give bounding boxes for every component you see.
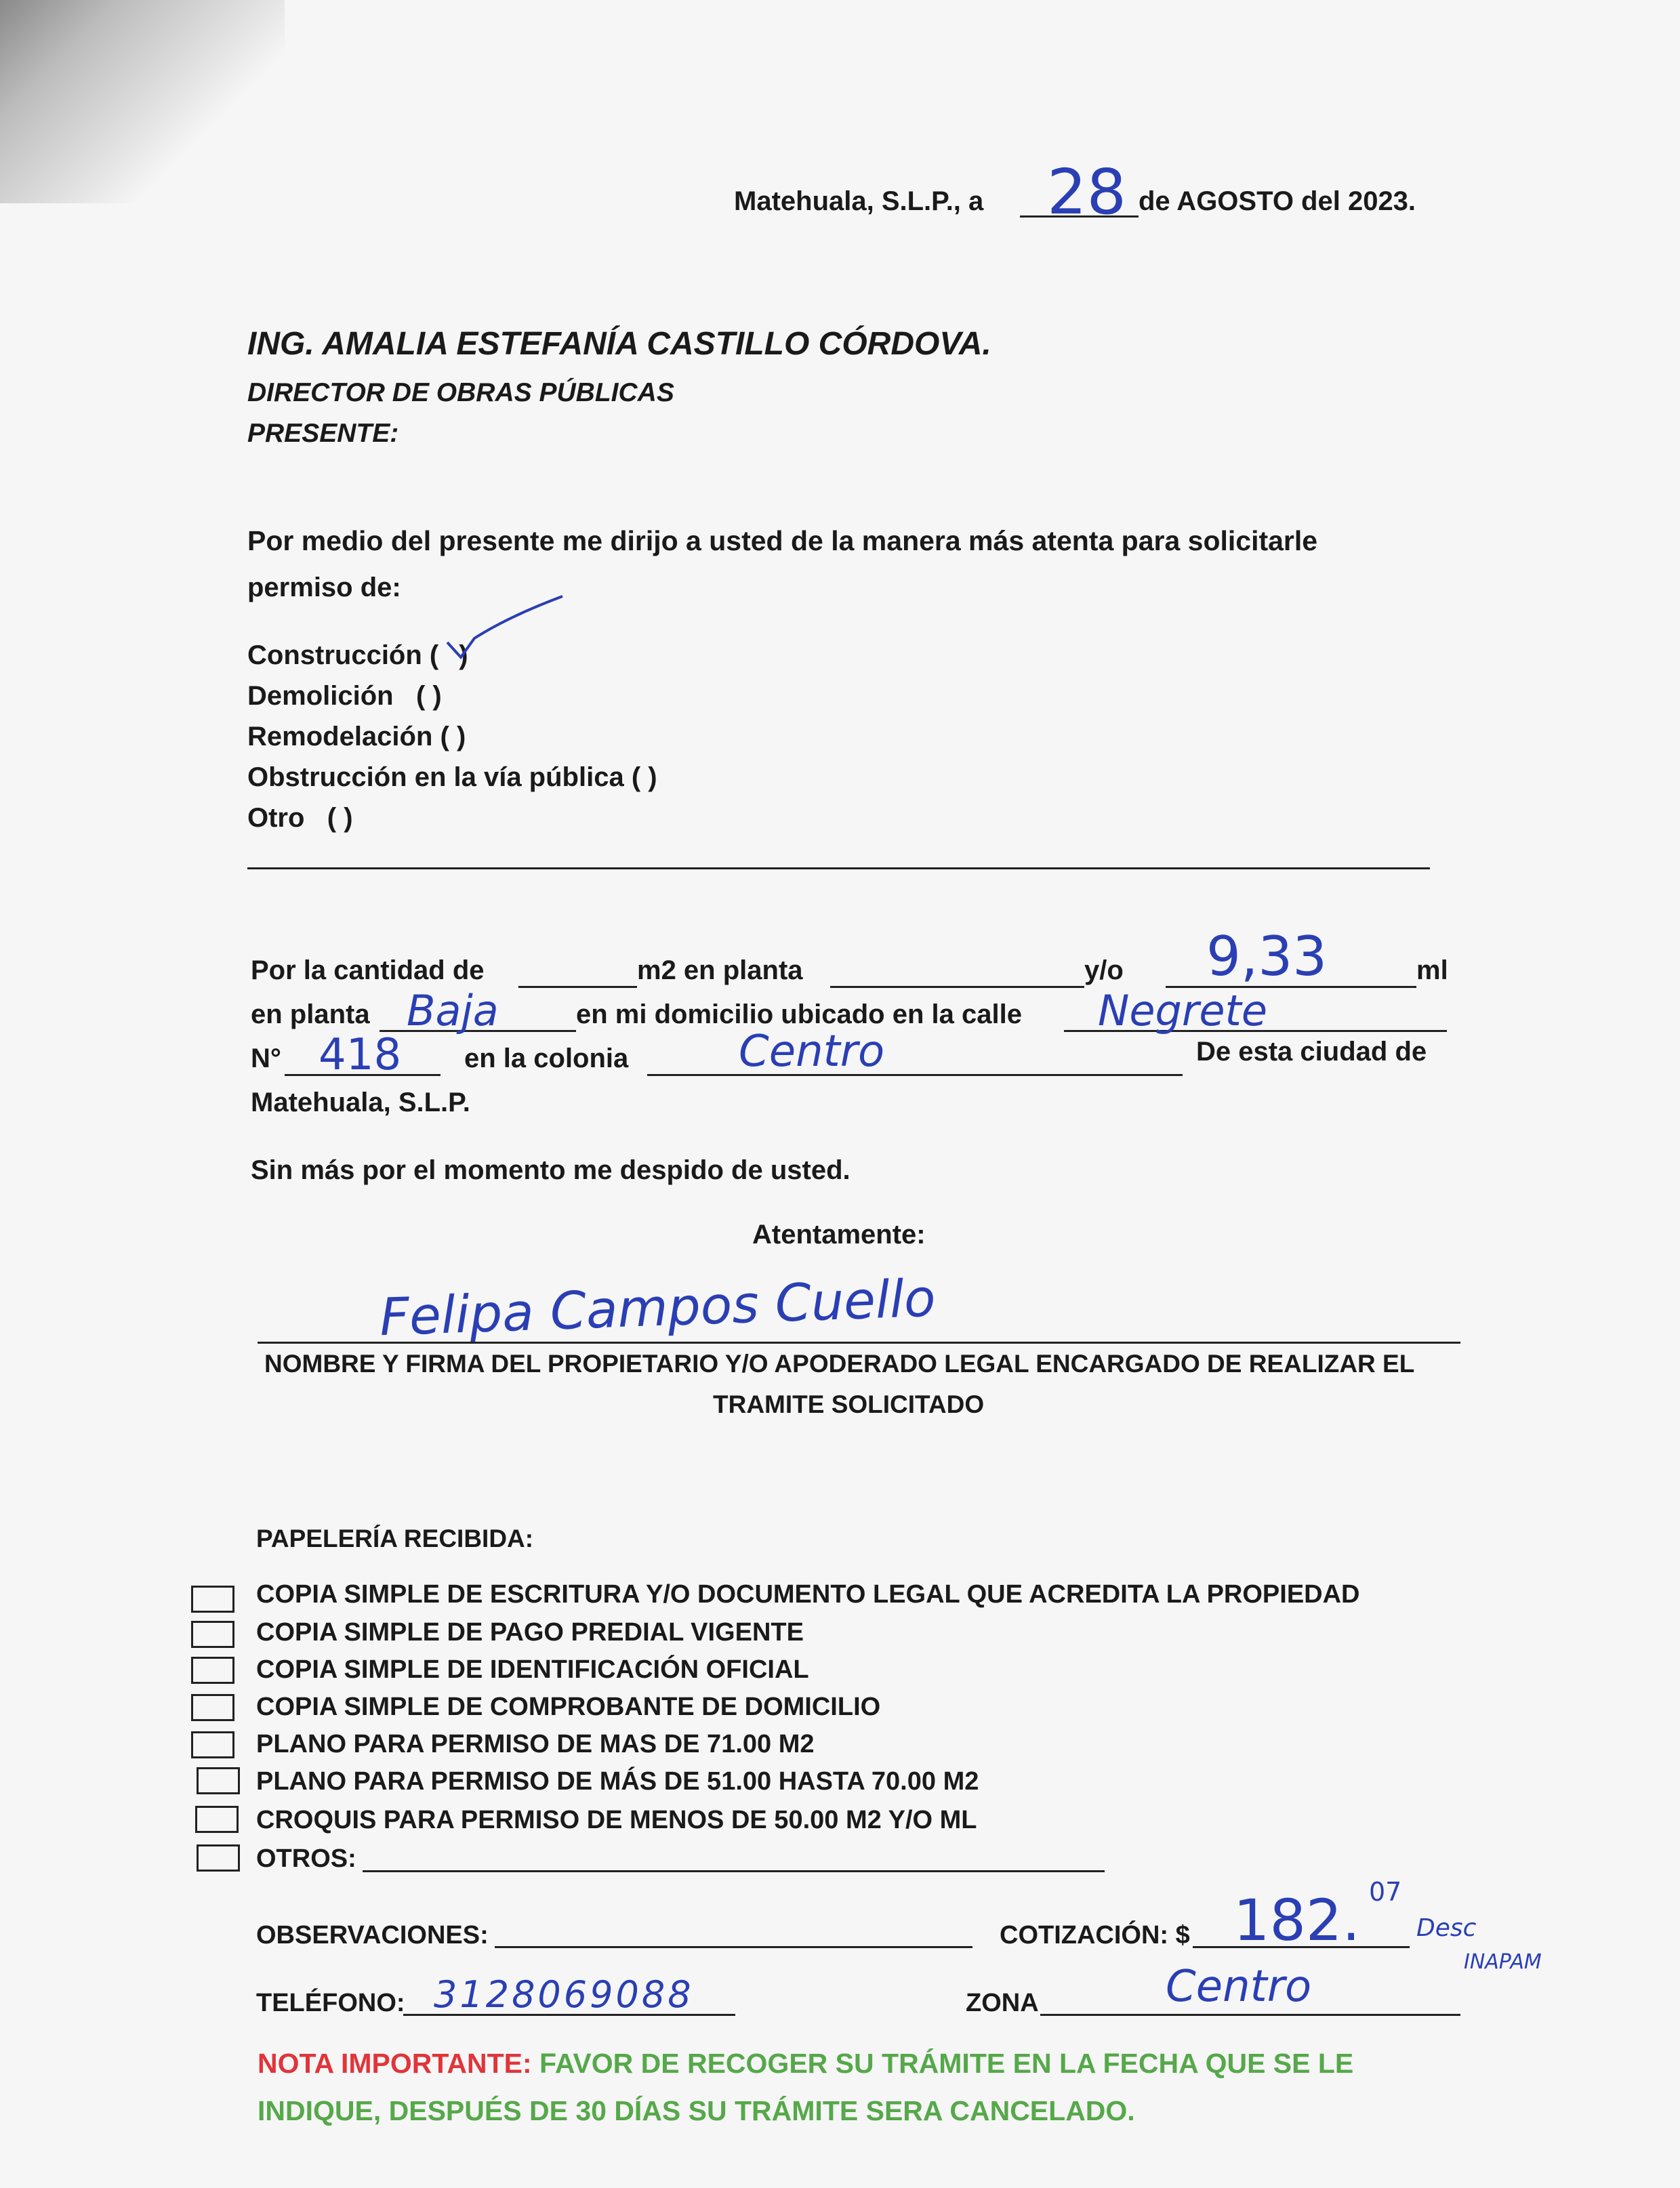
qty-line4: Matehuala, S.L.P. xyxy=(251,1088,470,1117)
observaciones-label: OBSERVACIONES: xyxy=(256,1921,489,1949)
option-remodelacion-label: Remodelación xyxy=(247,722,433,751)
option-obstruccion-paren: ( ) xyxy=(631,762,657,792)
cotizacion-note-1: Desc xyxy=(1416,1914,1477,1942)
checkbox-otros[interactable] xyxy=(197,1844,240,1872)
option-construccion-label: Construcción ( xyxy=(247,640,439,670)
qty-line1-a: Por la cantidad de xyxy=(251,955,485,985)
number-value: 418 xyxy=(319,1030,402,1080)
checkbox-plano-51[interactable] xyxy=(197,1767,240,1794)
colonia-value: Centro xyxy=(739,1027,885,1077)
checkbox-predial[interactable] xyxy=(191,1621,234,1648)
checkbox-croquis[interactable] xyxy=(195,1806,239,1833)
qty-line3-a: N° xyxy=(251,1044,281,1073)
nota-line-1 xyxy=(258,2048,1353,2080)
option-obstruccion xyxy=(247,762,657,793)
option-obstruccion-label: Obstrucción en la vía pública xyxy=(247,762,624,792)
nota-label: NOTA IMPORTANTE: xyxy=(258,2048,532,2079)
qty-line1-b: m2 en planta xyxy=(637,955,803,985)
addressee-title: DIRECTOR DE OBRAS PÚBLICAS xyxy=(247,378,674,407)
place-date-prefix: Matehuala, S.L.P., a xyxy=(734,186,984,216)
signature: Felipa Campos Cuello xyxy=(378,1267,937,1348)
checkbox-plano-71[interactable] xyxy=(191,1731,234,1758)
observaciones-line xyxy=(495,1946,972,1948)
cotizacion-cents: 07 xyxy=(1369,1877,1402,1907)
street-value: Negrete xyxy=(1098,986,1267,1035)
presente: PRESENTE: xyxy=(247,419,399,448)
papeleria-item-escritura: COPIA SIMPLE DE ESCRITURA Y/O DOCUMENTO LEGAL QUE ACREDITA LA PROPIEDAD xyxy=(256,1580,1360,1609)
checkbox-escritura[interactable] xyxy=(191,1586,234,1613)
qty-ml-value: 9,33 xyxy=(1206,925,1328,988)
zona-label: ZONA xyxy=(966,1989,1039,2017)
telefono-label: TELÉFONO: xyxy=(256,1989,405,2017)
papeleria-item-predial: COPIA SIMPLE DE PAGO PREDIAL VIGENTE xyxy=(256,1618,804,1647)
cotizacion-note-2: INAPAM xyxy=(1464,1950,1542,1974)
qty-line3-c: De esta ciudad de xyxy=(1196,1037,1427,1067)
option-construccion-close: ) xyxy=(459,640,468,670)
option-demolicion-paren: ( ) xyxy=(415,681,442,711)
option-demolicion xyxy=(247,681,442,711)
nota-text-1: FAVOR DE RECOGER SU TRÁMITE EN LA FECHA QUE SE LE xyxy=(539,2048,1354,2079)
telefono-value: 3128069088 xyxy=(434,1973,694,2016)
papeleria-item-otros: OTROS: xyxy=(256,1844,356,1873)
option-otro xyxy=(247,803,353,833)
otro-line xyxy=(247,867,1430,869)
sign-caption-1: NOMBRE Y FIRMA DEL PROPIETARIO Y/O APODERADO LEGAL ENCARGADO DE REALIZAR EL xyxy=(264,1350,1415,1378)
nota-text-2: INDIQUE, DESPUÉS DE 30 DÍAS SU TRÁMITE SERA CANCELADO. xyxy=(258,2095,1135,2126)
qty-line1-c: y/o xyxy=(1084,955,1124,985)
papeleria-item-plano-71: PLANO PARA PERMISO DE MAS DE 71.00 M2 xyxy=(256,1730,815,1758)
otros-line xyxy=(363,1870,1105,1872)
zona-value: Centro xyxy=(1166,1962,1312,2012)
scan-shadow xyxy=(0,0,285,203)
construccion-check-mark xyxy=(434,590,569,664)
papeleria-item-domicilio: COPIA SIMPLE DE COMPROBANTE DE DOMICILIO xyxy=(256,1693,881,1721)
option-otro-label: Otro xyxy=(247,803,305,833)
papeleria-title: PAPELERÍA RECIBIDA: xyxy=(256,1525,534,1552)
farewell: Sin más por el momento me despido de usted. xyxy=(251,1155,851,1185)
papeleria-item-plano-51: PLANO PARA PERMISO DE MÁS DE 51.00 HASTA 70.00 M2 xyxy=(256,1767,979,1796)
qty-m2-line xyxy=(518,986,637,988)
qty-line2-b: en mi domicilio ubicado en la calle xyxy=(576,999,1022,1029)
checkbox-identificacion[interactable] xyxy=(191,1657,234,1684)
cotizacion-value: 182. xyxy=(1233,1887,1361,1954)
qty-planta2-value: Baja xyxy=(407,986,499,1035)
atentamente: Atentamente: xyxy=(752,1220,926,1250)
papeleria-item-identificacion: COPIA SIMPLE DE IDENTIFICACIÓN OFICIAL xyxy=(256,1655,809,1684)
place-date-suffix: de AGOSTO del 2023. xyxy=(1139,186,1416,216)
option-demolicion-label: Demolición xyxy=(247,681,394,711)
signature-line xyxy=(258,1342,1460,1344)
zona-line xyxy=(1040,2014,1460,2016)
papeleria-item-croquis: CROQUIS PARA PERMISO DE MENOS DE 50.00 M2 Y/O ML xyxy=(256,1806,977,1834)
intro-line-1: Por medio del presente me dirijo a usted de la manera más atenta para solicitarle xyxy=(247,525,1318,556)
cotizacion-label: COTIZACIÓN: $ xyxy=(1000,1921,1190,1949)
intro-line-2: permiso de: xyxy=(247,573,401,602)
day-handwritten: 28 xyxy=(1047,156,1127,228)
option-otro-paren: ( ) xyxy=(327,803,353,833)
sign-caption-2: TRAMITE SOLICITADO xyxy=(713,1390,985,1418)
addressee-name: ING. AMALIA ESTEFANÍA CASTILLO CÓRDOVA. xyxy=(247,326,991,362)
qty-planta-line xyxy=(830,986,1084,988)
qty-line3-b: en la colonia xyxy=(464,1044,629,1073)
checkbox-domicilio[interactable] xyxy=(191,1694,234,1721)
option-remodelacion xyxy=(247,722,466,752)
option-remodelacion-paren: ( ) xyxy=(440,722,466,751)
colonia-line xyxy=(647,1074,1183,1076)
qty-line1-d: ml xyxy=(1416,955,1448,985)
qty-line2-a: en planta xyxy=(251,999,370,1029)
